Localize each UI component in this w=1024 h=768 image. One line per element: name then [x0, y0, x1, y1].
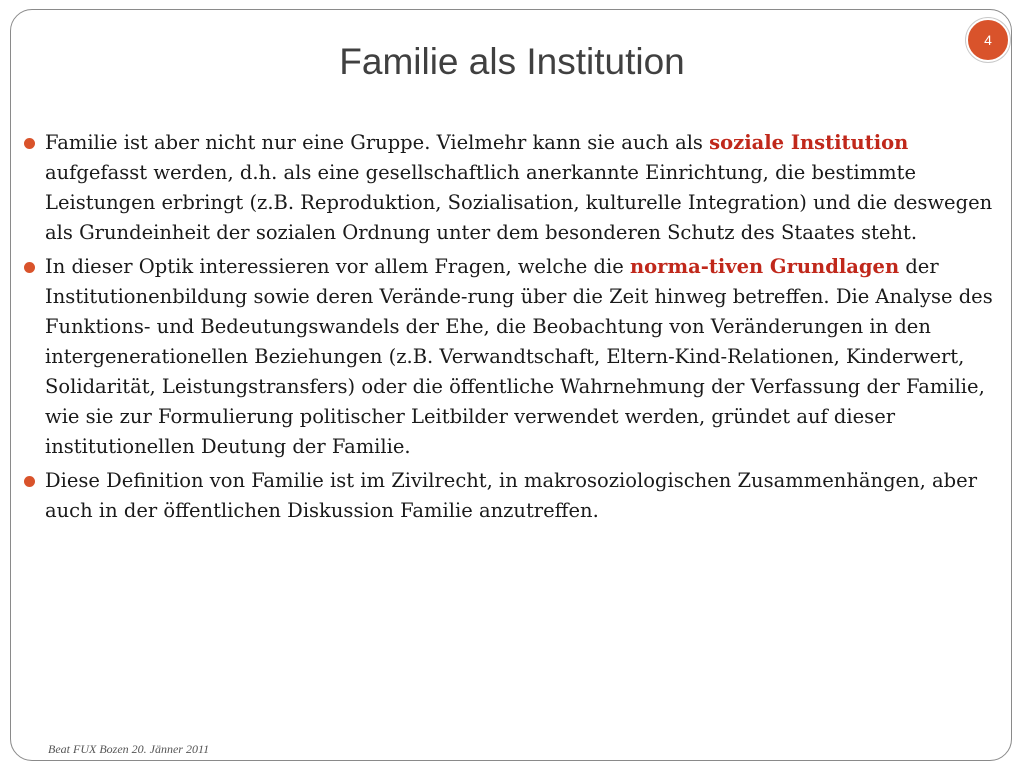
- highlight-term: soziale Institution: [709, 131, 909, 154]
- highlight-term: norma-tiven Grundlagen: [630, 255, 900, 278]
- slide-title: Familie als Institution: [339, 41, 685, 82]
- bullet-item-3: [22, 466, 1004, 526]
- bullet-text: Diese Definition von Familie ist im Zivilrecht, in makrosoziologischen Zusammenhängen, aber auch in der öffentlichen Diskussion Familie anzutreffen.: [45, 469, 978, 522]
- bullet-text: aufgefasst werden, d.h. als eine gesellschaftlich anerkannte Einrichtung, die bestimmte Leistungen erbringt (z.B. Reproduktion, Sozialisation, kulturelle Integration) und die deswegen als Grundeinheit der sozialen Ordnung unter dem besonderen Schutz des Staates steht.: [45, 161, 993, 244]
- bullet-item-1: [22, 128, 1004, 248]
- bullet-dot-icon: [24, 138, 35, 149]
- bullet-dot-icon: [24, 262, 35, 273]
- bullet-text: In dieser Optik interessieren vor allem Fragen, welche die: [45, 255, 630, 278]
- bullet-item-2: [22, 252, 1004, 462]
- page-number-badge: 4: [966, 18, 1010, 62]
- bullet-text: Familie ist aber nicht nur eine Gruppe. Vielmehr kann sie auch als: [45, 131, 710, 154]
- footer-text: Beat FUX Bozen 20. Jänner 2011: [48, 742, 210, 756]
- bullet-dot-icon: [24, 476, 35, 487]
- bullet-text: der Institutionenbildung sowie deren Verände-rung über die Zeit hinweg betreffen. Die Analyse des Funktions- und Bedeutungswandels der Ehe, die Beobachtung von Veränderungen in den intergenerationellen Beziehungen (z.B. Verwandtschaft, Eltern-Kind-Relationen, Kinderwert, Solidarität, Leistungstransfers) oder die öffentliche Wahrnehmung der Verfassung der Familie, wie sie zur Formulierung politischer Leitbilder verwendet werden, gründet auf dieser institutionellen Deutung der Familie.: [45, 255, 993, 458]
- slide-content: [22, 128, 1004, 530]
